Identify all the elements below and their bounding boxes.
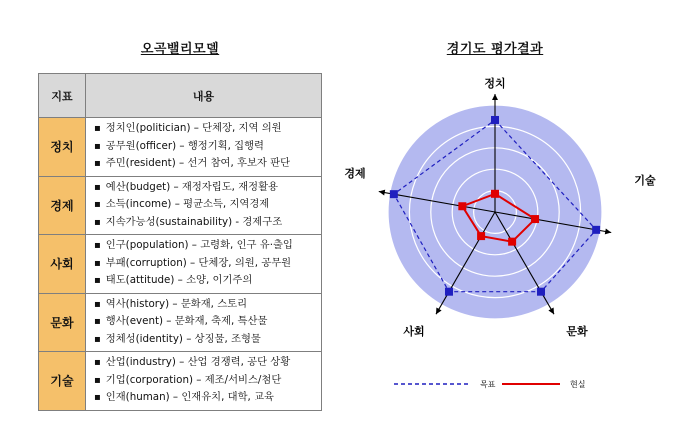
list-item: ▪ 기업(corporation) – 제조/서비스/첨단 <box>94 372 317 390</box>
list-item: ▪ 태도(attitude) – 소양, 이기주의 <box>94 272 317 290</box>
legend-target-label: 목표 <box>480 380 496 389</box>
list-item: ▪ 부패(corruption) – 단체장, 의원, 공무원 <box>94 255 317 273</box>
target-point <box>390 190 398 198</box>
axis-label: 기술 <box>634 174 656 187</box>
category-cell: 사회 <box>39 235 86 294</box>
list-item: ▪ 산업(industry) – 산업 경쟁력, 공단 상황 <box>94 354 317 372</box>
target-point <box>445 288 453 296</box>
list-item: ▪ 인구(population) – 고령화, 인구 유·출입 <box>94 237 317 255</box>
category-cell: 정치 <box>39 118 86 177</box>
list-item: ▪ 정체성(identity) – 상징물, 조형물 <box>94 331 317 349</box>
list-item: ▪ 주민(resident) – 선거 참여, 후보자 판단 <box>94 155 317 173</box>
list-item: ▪ 정치인(politician) – 단체장, 지역 의원 <box>94 120 317 138</box>
list-item: ▪ 지속가능성(sustainability) - 경제구조 <box>94 214 317 232</box>
header-indicator: 지표 <box>39 74 86 118</box>
list-item: ▪ 인재(human) – 인재유치, 대학, 교육 <box>94 389 317 407</box>
actual-point <box>458 202 466 210</box>
target-point <box>491 116 499 124</box>
target-point <box>592 226 600 234</box>
actual-point <box>508 238 516 246</box>
axis-label: 경제 <box>344 167 366 180</box>
actual-point <box>477 232 485 240</box>
chart-title: 경기도 평가결과 <box>446 42 544 57</box>
category-cell: 문화 <box>39 293 86 352</box>
axis-arrowhead <box>379 190 385 196</box>
category-cell: 기술 <box>39 352 86 411</box>
list-item: ▪ 행사(event) – 문화재, 축제, 특산물 <box>94 313 317 331</box>
actual-point <box>491 190 499 198</box>
list-item: ▪ 역사(history) – 문화재, 스토리 <box>94 296 317 314</box>
legend-actual-label: 현실 <box>570 380 586 389</box>
actual-point <box>531 215 539 223</box>
axis-label: 문화 <box>566 325 588 338</box>
list-item: ▪ 예산(budget) – 재정자립도, 재정활용 <box>94 179 317 197</box>
model-title: 오곡밸리모델 <box>140 42 220 57</box>
axis-label: 사회 <box>403 325 425 338</box>
category-cell: 경제 <box>39 176 86 235</box>
axis-arrowhead <box>492 94 498 100</box>
target-point <box>537 288 545 296</box>
list-item: ▪ 소득(income) – 평균소득, 지역경제 <box>94 196 317 214</box>
axis-label: 정치 <box>484 77 506 90</box>
list-item: ▪ 공무원(officer) – 행정기획, 집행력 <box>94 138 317 156</box>
header-content: 내용 <box>86 74 322 118</box>
axis-arrowhead <box>605 228 611 234</box>
